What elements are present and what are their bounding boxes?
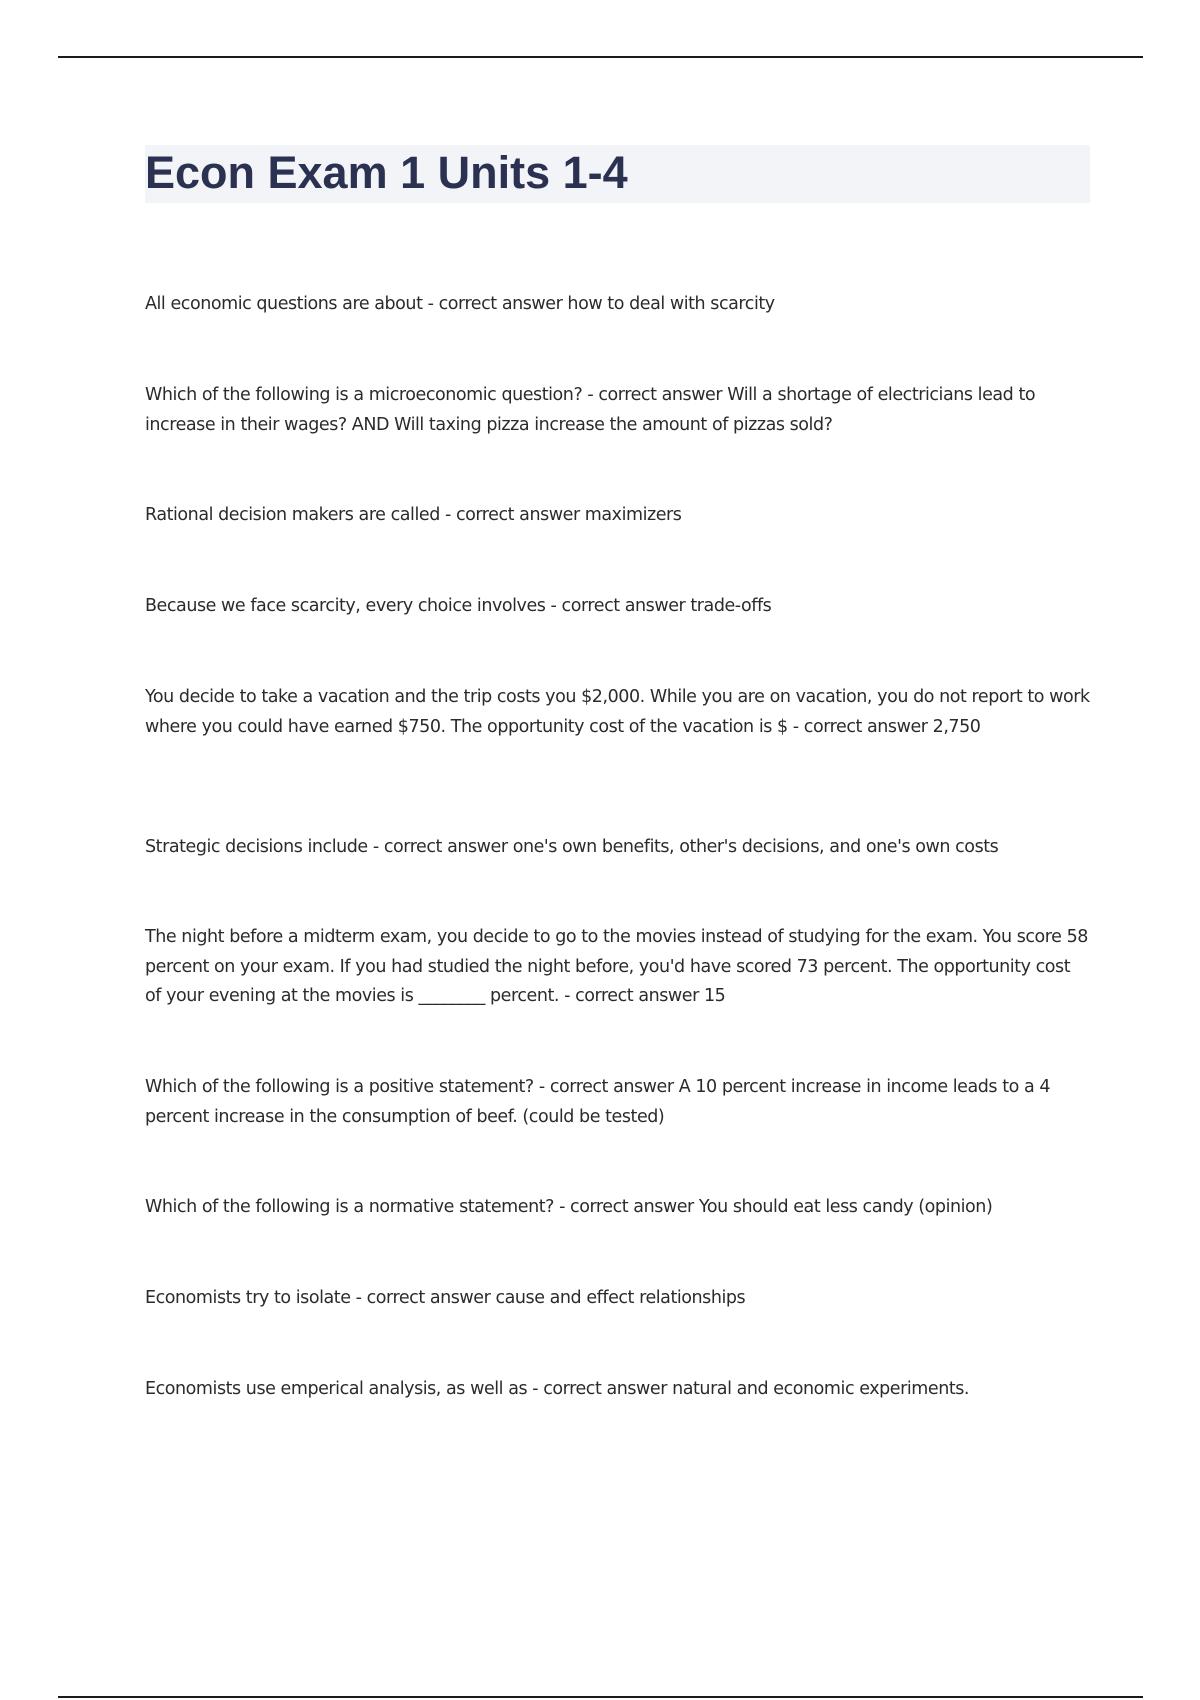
qa-item: Economists try to isolate - correct answer cause and effect relationships <box>145 1288 746 1308</box>
qa-item: Which of the following is a normative statement? - correct answer You should eat less candy (opinion) <box>145 1197 993 1217</box>
document-title: Econ Exam 1 Units 1-4 <box>145 147 628 198</box>
qa-item: Which of the following is a microeconomic question? - correct answer Will a shortage of electricians lead to increase in their wages? AND Will taxing pizza increase the amount of pizzas sold? <box>145 385 1036 435</box>
qa-item: Economists use emperical analysis, as well as - correct answer natural and economic experiments. <box>145 1379 970 1399</box>
top-rule <box>58 56 1143 58</box>
qa-item: Rational decision makers are called - correct answer maximizers <box>145 505 682 525</box>
qa-item: You decide to take a vacation and the trip costs you $2,000. While you are on vacation, you do not report to work where you could have earned $750. The opportunity cost of the vacation is $ - correct answer 2,750 <box>145 687 1090 737</box>
qa-item: Which of the following is a positive statement? - correct answer A 10 percent increase in income leads to a 4 percent increase in the consumption of beef. (could be tested) <box>145 1077 1051 1127</box>
bottom-rule <box>58 1696 1143 1698</box>
qa-item: Because we face scarcity, every choice involves - correct answer trade-offs <box>145 596 772 616</box>
qa-item: The night before a midterm exam, you decide to go to the movies instead of studying for the exam. You score 58 percent on your exam. If you had studied the night before, you'd have scored 73 percent. The opportunity cost of your evening at the movies is ________ percent. - correct answer 15 <box>145 927 1088 1006</box>
qa-item: All economic questions are about - correct answer how to deal with scarcity <box>145 294 775 314</box>
qa-item: Strategic decisions include - correct answer one's own benefits, other's decisions, and one's own costs <box>145 837 999 857</box>
